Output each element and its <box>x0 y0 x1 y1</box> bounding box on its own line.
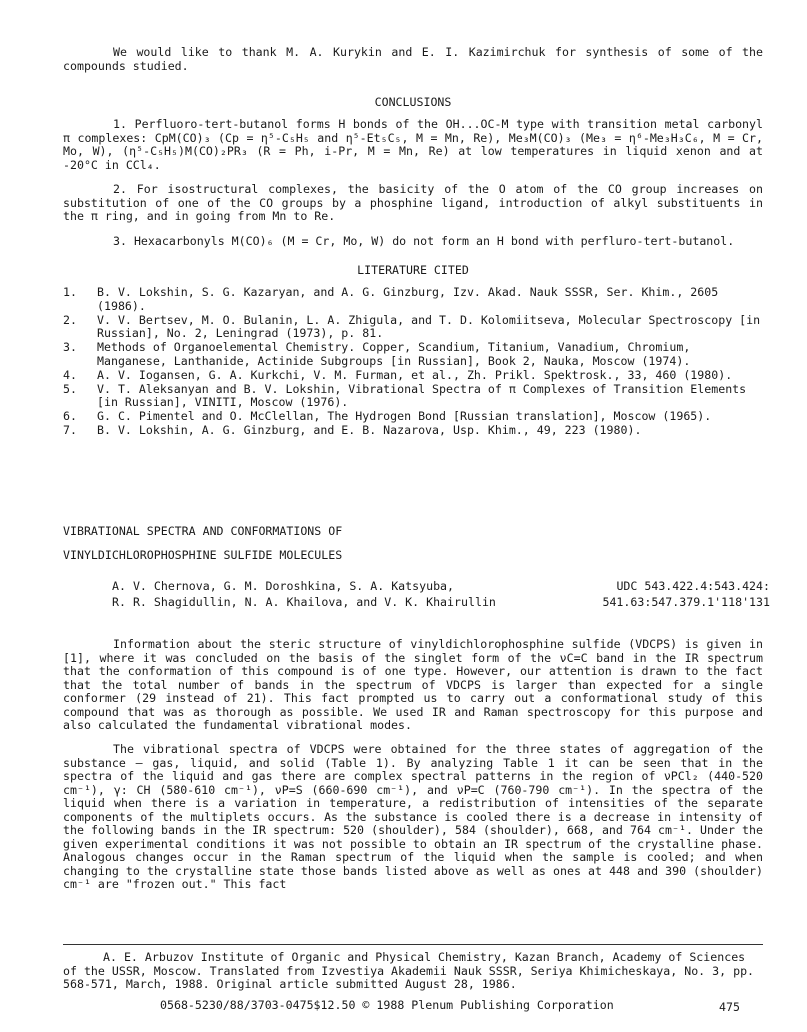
reference-number: 7. <box>63 423 77 437</box>
reference-text: G. C. Pimentel and O. McClellan, The Hydrogen Bond [Russian translation], Moscow (1965). <box>97 409 712 423</box>
acknowledgement: We would like to thank M. A. Kurykin and E. I. Kazimirchuk for synthesis of some of the compounds studied. <box>63 45 763 73</box>
reference-item <box>63 314 763 341</box>
conclusion-2: 2. For isostructural complexes, the basicity of the O atom of the CO group increases on substitution of one of the CO groups by a phosphine ligand, introduction of alkyl substituents in the π ring, and in going from Mn to Re. <box>63 182 763 223</box>
reference-number: 5. <box>63 381 77 396</box>
reference-number: 3. <box>63 340 77 354</box>
body-paragraph-1: Information about the steric structure of vinyldichlorophosphine sulfide (VDCPS) is given in [1], where it was concluded on the basis of the singlet form of the νC=C band in the IR spectrum that the conformation of this compound is of one type. However, our attention is drawn to the fact that the total number of bands in the spectrum of VDCPS is larger than expected for a single conformer (29 instead of 21). This fact prompted us to carry out a conformational study of this compound that was as thorough as possible. We used IR and Raman spectroscopy for this purpose and also calculated the fundamental vibrational modes. <box>63 637 763 732</box>
literature-heading: LITERATURE CITED <box>357 263 469 277</box>
conclusions-heading: CONCLUSIONS <box>374 95 452 109</box>
body-paragraph-2: The vibrational spectra of VDCPS were obtained for the three states of aggregation of the substance — gas, liquid, and solid (Table 1). By analyzing Table 1 it can be seen that in the spectra of the liquid and gas there are complex spectral patterns in the region of νPCl₂ (440-520 cm⁻¹), γ: CH (580-610 cm⁻¹), νP=S (660-690 cm⁻¹), and νP=C (760-790 cm⁻¹). In the spectra of the liquid when there is a variation in temperature, a redistribution of intensities of the separate components of the multiplets occurs. As the substance is cooled there is a decrease in intensity of the following bands in the IR spectrum: 520 (shoulder), 584 (shoulder), 668, and 764 cm⁻¹. Under the given experimental conditions it was not possible to obtain an IR spectrum of the crystalline phase. Analogous changes occur in the Raman spectrum of the liquid when the sample is cooled; and when changing to the crystalline state those bands listed above as well as ones at 448 and 390 (shoulder) cm⁻¹ are "frozen out." This fact <box>63 742 763 891</box>
article-title-line-2: VINYLDICHLOROPHOSPHINE SULFIDE MOLECULES <box>63 548 343 562</box>
reference-item <box>63 369 763 383</box>
reference-text: B. V. Lokshin, S. G. Kazaryan, and A. G. Ginzburg, Izv. Akad. Nauk SSSR, Ser. Khim., 2605 (1986). <box>97 285 719 313</box>
reference-item <box>63 424 763 438</box>
reference-number: 4. <box>63 367 77 382</box>
authors-line-2: R. R. Shagidullin, N. A. Khailova, and V. K. Khairullin <box>112 595 496 609</box>
authors-line-1: A. V. Chernova, G. M. Doroshkina, S. A. Katsyuba, <box>112 579 455 593</box>
conclusion-1: 1. Perfluoro-tert-butanol forms H bonds of the OH...OC-M type with transition metal carbonyl π complexes: CpM(CO)₃ (Cp = η⁵-C₅H₅ and η⁵-Et₅C₅, M = Mn, Re), Me₃M(CO)₃ (Me₃ = η⁶-Me₃H₃C₆, M = Cr, Mo, W), (η⁵-C₅H₅)M(CO)₂PR₃ (R = Ph, i-Pr, M = Mn, Re) at low temperatures in liquid xenon and at -20°C in CCl₄. <box>63 117 763 172</box>
reference-text: V. V. Bertsev, M. O. Bulanin, L. A. Zhigula, and T. D. Kolomiitseva, Molecular Spectroscopy [in Russian], No. 2, Leningrad (1973), p. 81. <box>97 312 761 340</box>
reference-item <box>63 286 763 313</box>
reference-item <box>63 410 763 424</box>
page-number: 475 <box>719 1000 740 1014</box>
reference-text: B. V. Lokshin, A. G. Ginzburg, and E. B. Nazarova, Usp. Khim., 49, 223 (1980). <box>97 423 642 437</box>
reference-text: V. T. Aleksanyan and B. V. Lokshin, Vibrational Spectra of π Complexes of Transition Elements [in Russian], VINITI, Moscow (1976). <box>97 381 747 409</box>
reference-item <box>63 383 763 410</box>
conclusion-3: 3. Hexacarbonyls M(CO)₆ (M = Cr, Mo, W) do not form an H bond with perfluro-tert-butanol. <box>113 234 735 248</box>
reference-number: 2. <box>63 312 77 327</box>
publisher-footer: 0568-5230/88/3703-0475$12.50 © 1988 Plenum Publishing Corporation <box>160 998 614 1012</box>
article-title-line-1: VIBRATIONAL SPECTRA AND CONFORMATIONS OF <box>63 524 343 538</box>
reference-item <box>63 341 763 368</box>
udc-line-2: 541.63:547.379.1'118'131 <box>602 595 770 609</box>
reference-text: Methods of Organoelemental Chemistry. Copper, Scandium, Titanium, Vanadium, Chromium, Manganese, Lanthanide, Actinide Subgroups [in Russian], Book 2, Nauka, Moscow (1974). <box>97 340 691 368</box>
reference-text: A. V. Iogansen, G. A. Kurkchi, V. M. Furman, et al., Zh. Prikl. Spektrosk., 33, 460 (1980). <box>97 367 733 382</box>
udc-line-1: UDC 543.422.4:543.424: <box>616 579 770 593</box>
reference-number: 1. <box>63 285 77 299</box>
reference-list <box>63 286 763 438</box>
affiliation-footnote: A. E. Arbuzov Institute of Organic and Physical Chemistry, Kazan Branch, Academy of Sciences of the USSR, Moscow. Translated from Izvestiya Akademii Nauk SSSR, Seriya Khimicheskaya, No. 3, pp. 568-571, March, 1988. Original article submitted August 28, 1986. <box>63 950 755 991</box>
reference-number: 6. <box>63 409 77 423</box>
footnote-rule <box>63 944 763 945</box>
